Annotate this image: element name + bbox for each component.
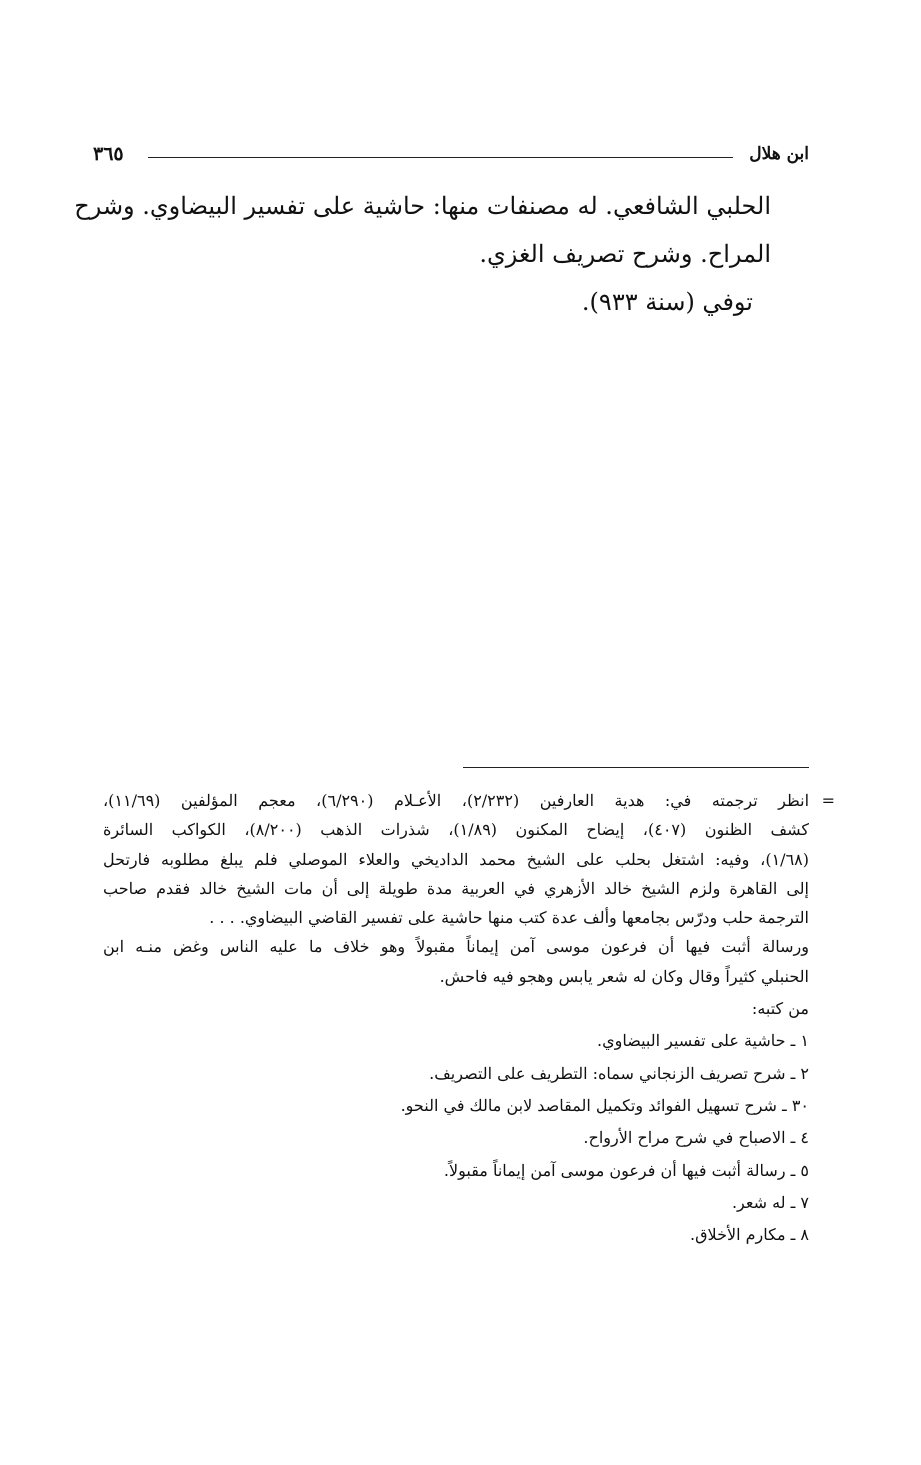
header-rule	[148, 157, 733, 158]
footnote-line: انظر ترجمته في: هدية العارفين (٢/٢٣٢)، الأعـلام (٦/٢٩٠)، معجم المؤلفين (١١/٦٩)،	[103, 791, 810, 810]
footnote-line: (١/٦٨)، وفيه: اشتغل بحلب على الشيخ محمد الداديخي والعلاء الموصلي فلم يبلغ مطلوبه فارتحل	[103, 849, 809, 869]
book-list-item: ٢ ـ شرح تصريف الزنجاني سماه: التطريف على التصريف.	[429, 1063, 809, 1083]
footnote-continuation-marker: =	[821, 791, 835, 810]
footnote-line: ورسالة أثبت فيها أن فرعون موسى آمن إيماناً مقبولاً وهو خلاف ما عليه الناس وغض منـه ابن	[103, 937, 809, 957]
main-text	[74, 182, 771, 326]
book-list-item: ١ ـ حاشية على تفسير البيضاوي.	[596, 1031, 809, 1051]
footnote-line: الترجمة حلب ودرّس بجامعها وألف عدة كتب منها حاشية على تفسير القاضي البيضاوي. . . .	[209, 908, 809, 928]
footnote	[103, 786, 835, 1249]
footnote-line: كشف الظنون (٤٠٧)، إيضاح المكنون (١/٨٩)، شذرات الذهب (٨/٢٠٠)، الكواكب السائرة	[103, 820, 810, 840]
book-list-item: ٧ ـ له شعر.	[731, 1192, 809, 1212]
page-number: ٣٦٥	[93, 143, 124, 165]
running-header-title: ابن هلال	[749, 144, 809, 164]
book-list-item: ٣٠ ـ شرح تسهيل الفوائد وتكميل المقاصد لابن مالك في النحو.	[400, 1095, 809, 1115]
book-list-item: ٥ ـ رسالة أثبت فيها أن فرعون موسى آمن إيماناً مقبولاً.	[443, 1160, 809, 1180]
main-text-line: توفي (سنة ٩٣٣).	[581, 288, 753, 316]
footnote-line: الحنبلي كثيراً وقال وكان له شعر يابس وهجو فيه فاحش.	[439, 966, 809, 986]
books-heading: من كتبه:	[751, 999, 809, 1019]
book-list-item: ٨ ـ مكارم الأخلاق.	[690, 1225, 809, 1245]
main-text-line: الحلبي الشافعي. له مصنفات منها: حاشية على تفسير البيضاوي. وشرح	[74, 192, 771, 220]
footnote-line: إلى القاهرة ولزم الشيخ خالد الأزهري في العربية مدة طويلة إلى أن مات الشيخ خالد فقدم صاحب	[103, 878, 809, 898]
book-list-item: ٤ ـ الاصباح في شرح مراح الأرواح.	[583, 1128, 809, 1148]
footnote-separator	[463, 767, 809, 768]
main-text-line: المراح. وشرح تصريف الغزي.	[479, 240, 771, 268]
